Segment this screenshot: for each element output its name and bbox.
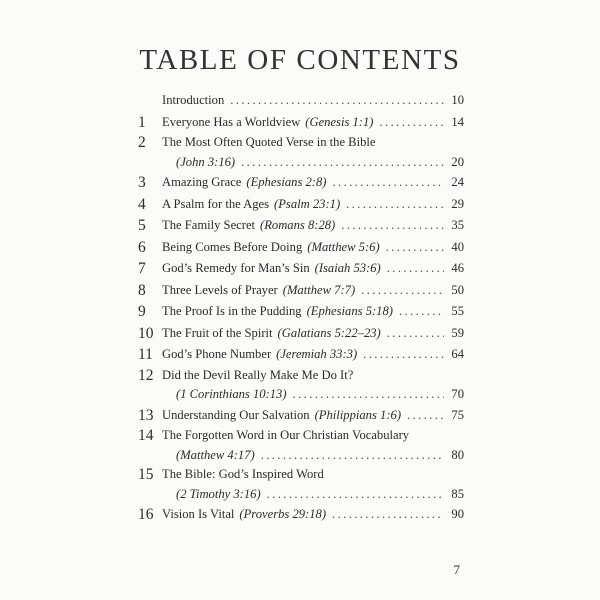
toc-entry-11 (138, 344, 464, 366)
chapter-title: Everyone Has a Worldview (162, 114, 301, 129)
toc-entry-5 (138, 215, 464, 237)
chapter-title: The Most Often Quoted Verse in the Bible (162, 135, 376, 149)
chapter-title: The Bible: God’s Inspired Word (162, 467, 324, 481)
page-title: TABLE OF CONTENTS (139, 44, 461, 76)
chapter-number: 3 (138, 174, 146, 191)
scripture-reference: (Psalm 23:1) (274, 196, 341, 211)
leader-dots (387, 258, 444, 280)
leader-dots (399, 301, 444, 323)
leader-dots (386, 237, 444, 259)
scripture-reference: (Genesis 1:1) (305, 114, 374, 129)
page-number: 24 (451, 175, 464, 189)
scripture-reference: (Romans 8:28) (260, 218, 336, 232)
page-number: 64 (451, 347, 464, 361)
chapter-title: Being Comes Before Doing (162, 239, 303, 254)
leader-dots (341, 215, 444, 237)
leader-dots (293, 385, 444, 405)
toc-entry-9 (138, 301, 464, 323)
chapter-number: 8 (138, 281, 146, 299)
scripture-reference: (Matthew 5:6) (307, 239, 380, 254)
toc-entry-7 (138, 258, 464, 280)
page-number: 40 (451, 239, 464, 254)
toc-entry-6 (138, 237, 464, 259)
leader-dots (387, 323, 444, 345)
chapter-title: Three Levels of Prayer (162, 282, 278, 297)
chapter-number: 12 (138, 366, 154, 384)
toc-entry-10 (138, 323, 464, 345)
leader-dots (380, 112, 445, 134)
page-number: 46 (451, 261, 464, 275)
scripture-reference: (Jeremiah 33:3) (276, 347, 358, 361)
toc-entry-12 (138, 366, 464, 405)
toc-entry-14 (138, 426, 464, 465)
scripture-reference: (Matthew 7:7) (282, 282, 356, 297)
chapter-number: 16 (138, 506, 154, 523)
leader-dots (332, 504, 444, 526)
leader-dots (261, 446, 444, 466)
scripture-reference: (Ephesians 5:18) (306, 304, 393, 318)
page-number: 20 (451, 154, 464, 169)
toc-entry-introduction (138, 90, 464, 112)
chapter-number: 1 (138, 113, 146, 131)
leader-dots (361, 280, 444, 302)
chapter-number: 11 (138, 346, 153, 363)
chapter-number: 13 (138, 406, 154, 424)
chapter-number: 2 (138, 134, 146, 151)
chapter-title: God’s Phone Number (162, 347, 272, 361)
chapter-number: 9 (138, 303, 146, 320)
folio-page-number: 7 (453, 562, 460, 577)
page-number: 80 (451, 447, 464, 462)
chapter-title: Understanding Our Salvation (162, 407, 310, 422)
chapter-title: Did the Devil Really Make Me Do It? (162, 367, 354, 382)
page-number: 70 (451, 387, 464, 401)
page-number: 75 (451, 407, 464, 422)
page-number: 55 (451, 304, 464, 318)
page-number: 85 (451, 486, 464, 501)
chapter-number: 14 (138, 427, 154, 444)
toc-entry-3 (138, 172, 464, 194)
chapter-number: 7 (138, 260, 146, 277)
chapter-title: The Forgotten Word in Our Christian Vocabulary (162, 428, 410, 442)
chapter-number: 5 (138, 217, 146, 234)
scripture-reference: (Isaiah 53:6) (314, 261, 381, 275)
toc-entry-8 (138, 280, 464, 302)
toc-list (138, 90, 464, 526)
chapter-title: God’s Remedy for Man’s Sin (162, 261, 310, 275)
chapter-number: 4 (138, 195, 146, 213)
toc-entry-16 (138, 504, 464, 526)
toc-entry-2 (138, 133, 464, 172)
toc-entry-1 (138, 112, 464, 134)
scripture-reference: (2 Timothy 3:16) (176, 486, 261, 501)
page-number: 29 (451, 196, 464, 211)
chapter-title: Introduction (162, 93, 225, 107)
chapter-title: Vision Is Vital (162, 507, 235, 521)
leader-dots (230, 90, 444, 112)
chapter-title: The Fruit of the Spirit (162, 325, 273, 340)
chapter-number: 6 (138, 238, 146, 256)
scripture-reference: (Matthew 4:17) (176, 447, 255, 462)
page-number: 50 (451, 282, 464, 297)
leader-dots (267, 485, 444, 505)
page-number: 90 (451, 507, 464, 521)
toc-entry-4 (138, 194, 464, 216)
toc-entry-13 (138, 405, 464, 427)
leader-dots (346, 194, 444, 216)
chapter-title: The Proof Is in the Pudding (162, 304, 302, 318)
scripture-reference: (Ephesians 2:8) (246, 175, 327, 189)
leader-dots (363, 344, 444, 366)
leader-dots (407, 405, 444, 427)
page-number: 35 (451, 218, 464, 232)
chapter-title: Amazing Grace (162, 175, 242, 189)
chapter-number: 15 (138, 466, 154, 483)
leader-dots (332, 172, 444, 194)
scripture-reference: (Philippians 1:6) (314, 407, 402, 422)
scripture-reference: (Proverbs 29:18) (239, 507, 327, 521)
scripture-reference: (John 3:16) (176, 154, 236, 169)
page-number: 10 (451, 93, 464, 107)
chapter-title: The Family Secret (162, 218, 256, 232)
chapter-number: 10 (138, 324, 154, 342)
page-number: 59 (451, 325, 464, 340)
page-number: 14 (451, 114, 464, 129)
toc-entry-15 (138, 465, 464, 504)
leader-dots (241, 153, 444, 173)
scripture-reference: (1 Corinthians 10:13) (176, 387, 287, 401)
scripture-reference: (Galatians 5:22–23) (277, 325, 381, 340)
chapter-title: A Psalm for the Ages (162, 196, 270, 211)
